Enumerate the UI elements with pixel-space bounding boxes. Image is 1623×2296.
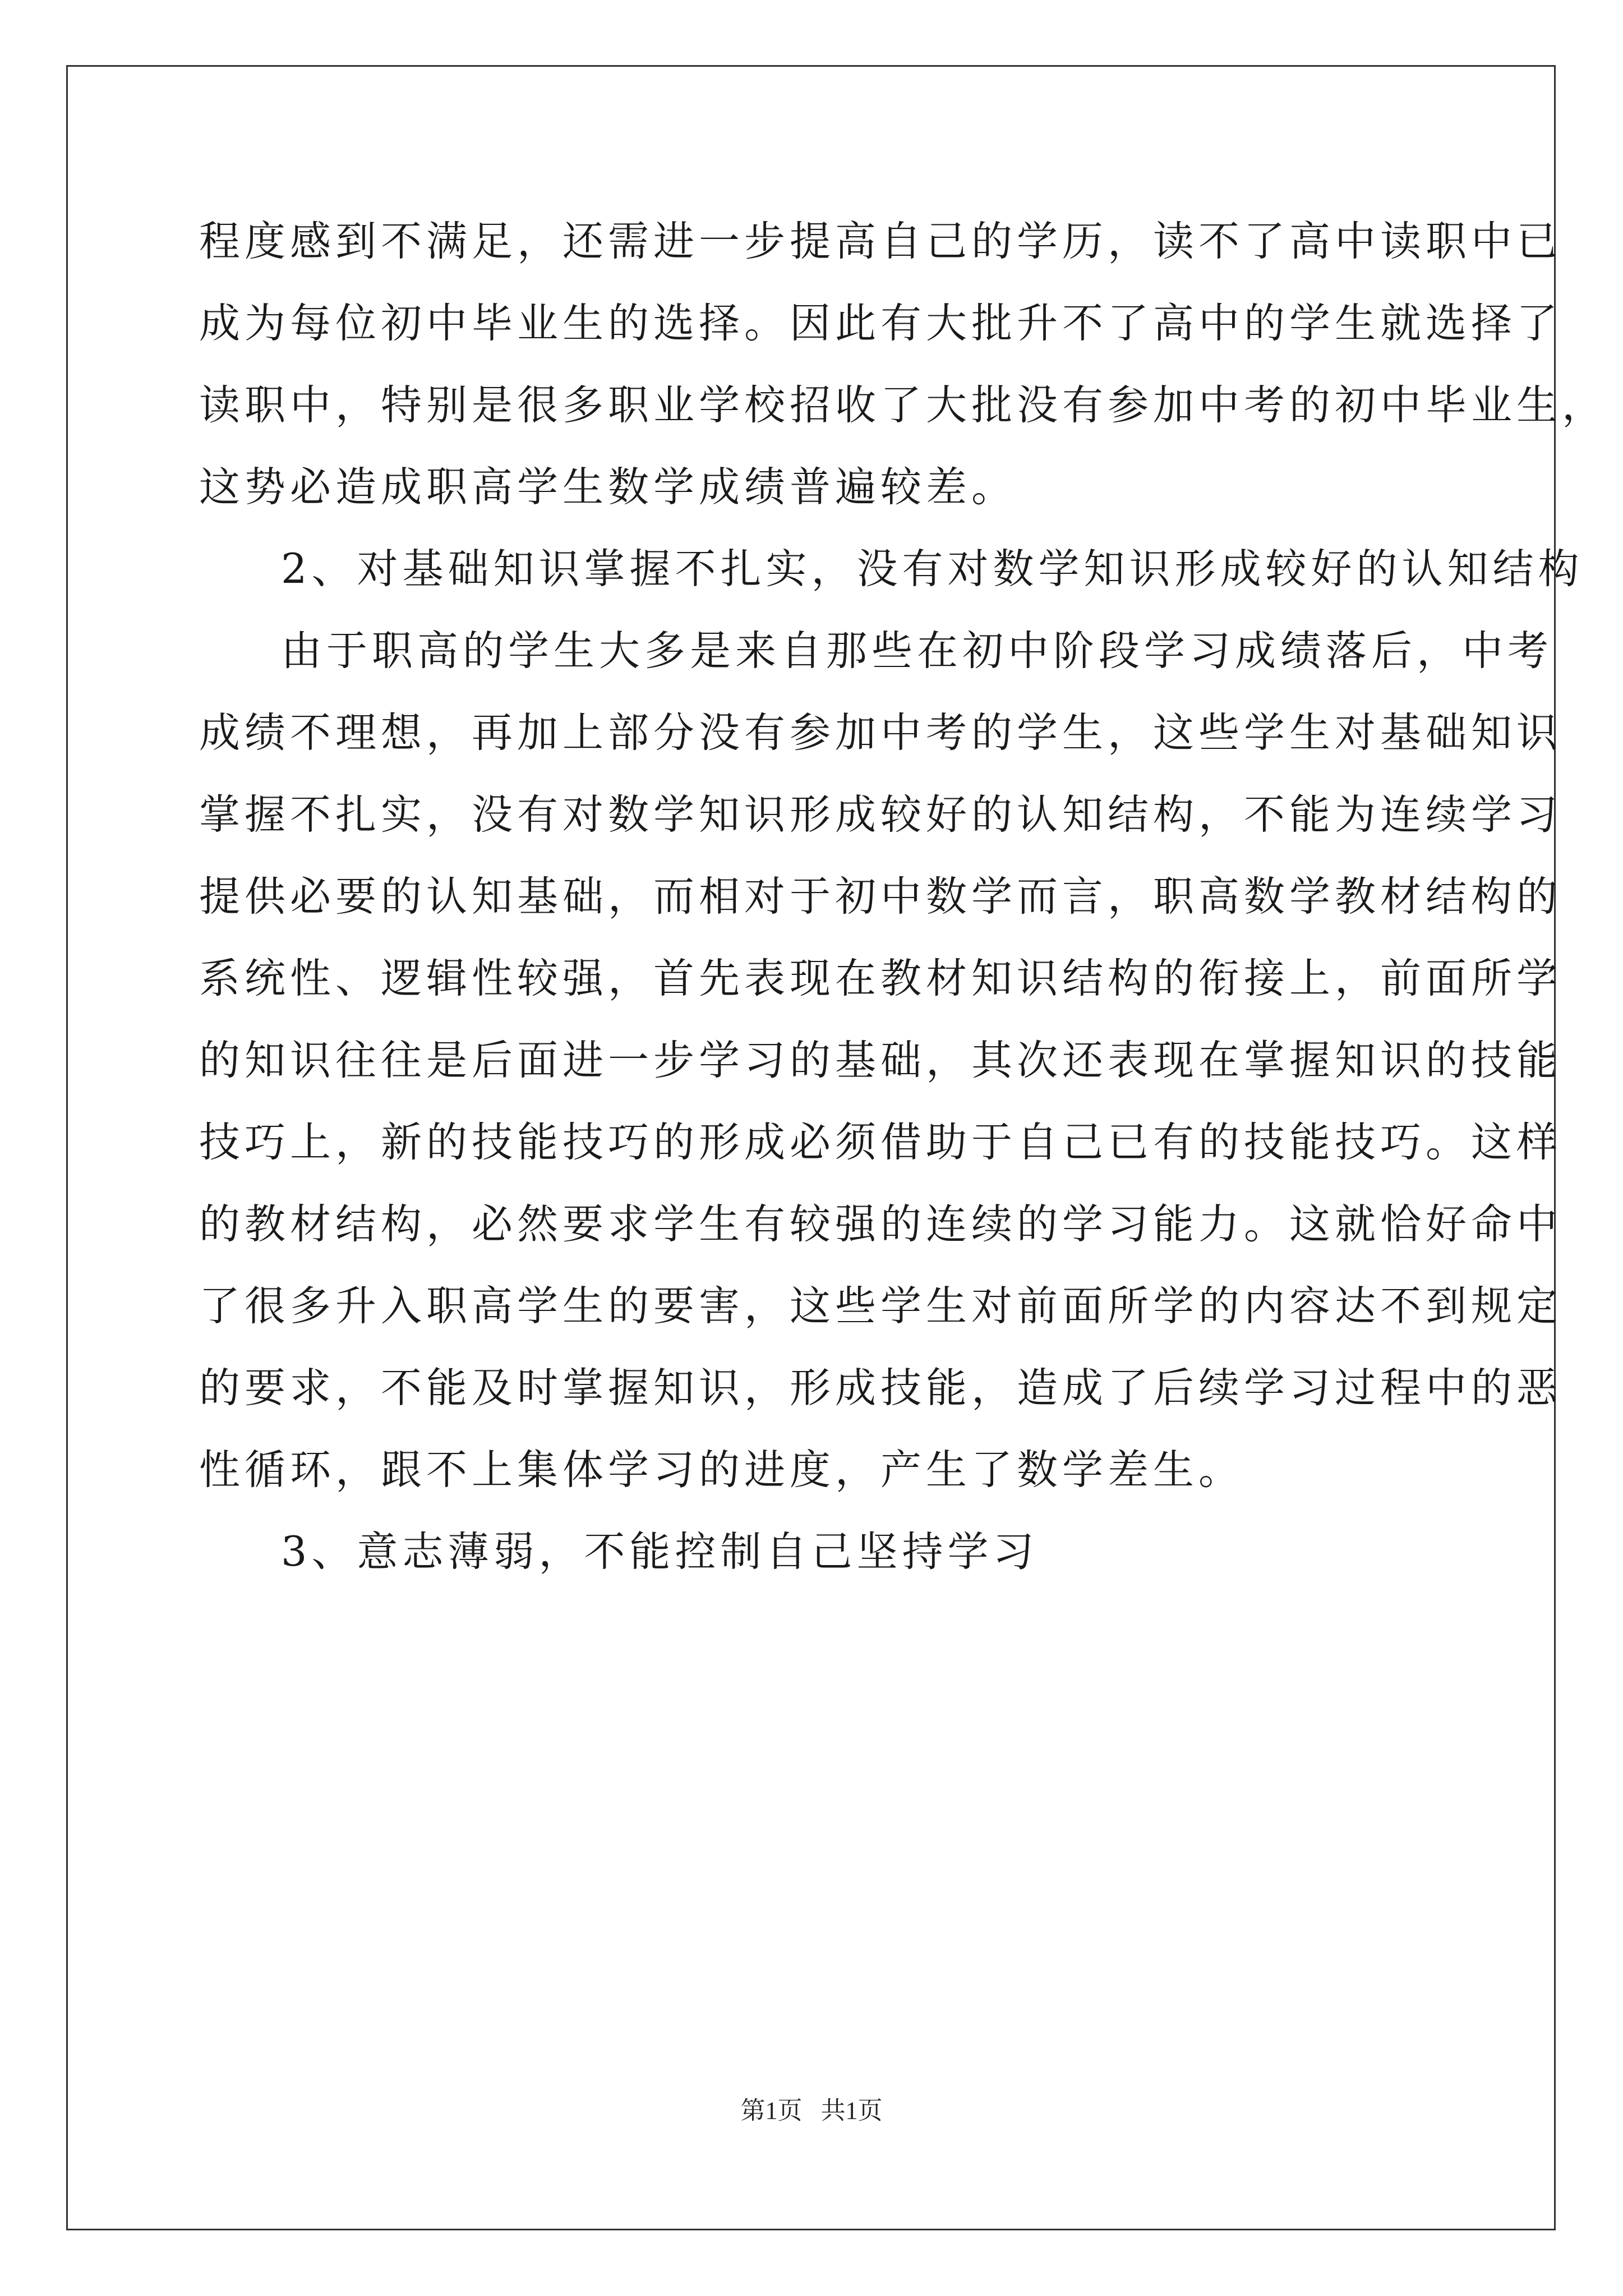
document-body — [199, 201, 1607, 1593]
text-line: 由于职高的学生大多是来自那些在初中阶段学习成绩落后，中考 — [281, 627, 1553, 675]
text-line: 性循环，跟不上集体学习的进度，产生了数学差生。 — [199, 1446, 1244, 1494]
text-line: 这势必造成职高学生数学成绩普遍较差。 — [199, 463, 1017, 511]
text-line: 了很多升入职高学生的要害，这些学生对前面所学的内容达不到规定 — [199, 1282, 1562, 1330]
page-footer: 第1页 共1页 — [740, 2097, 883, 2124]
text-line: 技巧上，新的技能技巧的形成必须借助于自己已有的技能技巧。这样 — [199, 1119, 1562, 1166]
text-line: 成绩不理想，再加上部分没有参加中考的学生，这些学生对基础知识 — [199, 709, 1562, 757]
text-line: 成为每位初中毕业生的选择。因此有大批升不了高中的学生就选择了 — [199, 300, 1562, 347]
text-line: 系统性、逻辑性较强，首先表现在教材知识结构的衔接上，前面所学 — [199, 955, 1562, 1002]
text-line: 程度感到不满足，还需进一步提高自己的学历，读不了高中读职中已 — [199, 218, 1562, 265]
text-line: 读职中，特别是很多职业学校招收了大批没有参加中考的初中毕业生， — [199, 381, 1607, 429]
text-line: 的教材结构，必然要求学生有较强的连续的学习能力。这就恰好命中 — [199, 1200, 1562, 1248]
text-line: 提供必要的认知基础，而相对于初中数学而言，职高数学教材结构的 — [199, 873, 1562, 921]
section-heading: 2、对基础知识掌握不扎实，没有对数学知识形成较好的认知结构 — [281, 545, 1584, 593]
text-line: 的知识往往是后面进一步学习的基础，其次还表现在掌握知识的技能 — [199, 1037, 1562, 1084]
section-heading: 3、意志薄弱，不能控制自己坚持学习 — [281, 1528, 1039, 1576]
text-line: 掌握不扎实，没有对数学知识形成较好的认知结构，不能为连续学习 — [199, 791, 1562, 839]
text-line: 的要求，不能及时掌握知识，形成技能，造成了后续学习过程中的恶 — [199, 1364, 1562, 1412]
